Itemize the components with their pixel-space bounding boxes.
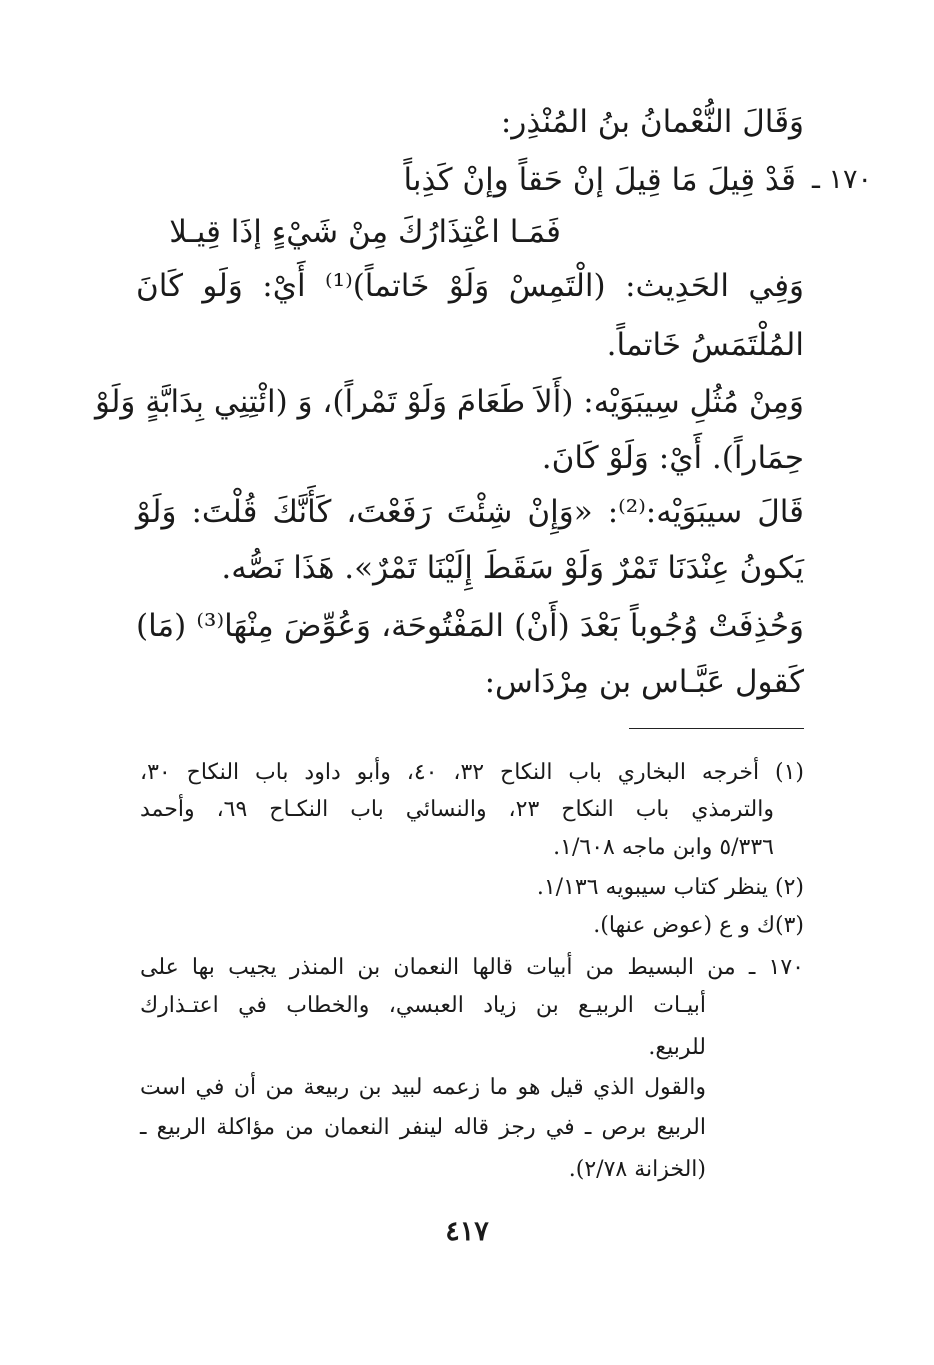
footnote-2: (٢) ينظر كتاب سيبويه ١/١٣٦.: [536, 875, 804, 900]
verse-first-hemistich: قَدْ قِيلَ مَا قِيلَ إنْ حَقاً وإنْ كَذِباً: [403, 162, 796, 198]
footnote-1-line-3: ٥/٣٣٦ وابن ماجه ١/٦٠٨.: [553, 835, 774, 860]
verse-number: ١٧٠ ـ: [811, 164, 872, 195]
paragraph-2-line-1: وَمِنْ مُثُلِ سِيبَوَيْه: (أَلاَ طَعَامَ وَلَوْ تَمْراً)، وَ (ائْتِنِي بِدَابَّةٍ وَلَوْ: [94, 384, 804, 420]
footnote-1-line-2: والترمذي باب النكاح ٢٣، والنسائي باب النكـاح ٦٩، وأحمد: [140, 797, 774, 822]
footnote-170-line-1: ١٧٠ ـ من البسيط من أبيات قالها النعمان بن المنذر يجيب بها على: [140, 955, 804, 980]
paragraph-4-line-1: وَحُذِفَتْ وُجُوباً بَعْدَ (أَنْ) المَفْتُوحَة، وَعُوِّضَ مِنْهَا⁽³⁾ (مَا): [136, 608, 804, 644]
intro-line: وَقَالَ النُّعْمانُ بنُ المُنْذِر:: [500, 104, 804, 140]
footnote-170-line-6: (الخزانة ٢/٧٨).: [568, 1157, 706, 1182]
verse-second-hemistich: فَمَـا اعْتِذَارُكَ مِنْ شَيْءٍ إذَا قِيـلا: [169, 214, 561, 250]
paragraph-1-line-1: وَفِي الحَدِيث: (الْتَمِسْ وَلَوْ خَاتماً)⁽¹⁾ أَيْ: وَلَو كَانَ: [136, 268, 804, 304]
footnote-1-line-1: (١) أخرجه البخاري باب النكاح ٣٢، ٤٠، وأبو داود باب النكاح ٣٠،: [140, 760, 804, 785]
footnote-170-line-3: للربيع.: [648, 1035, 706, 1060]
footnote-170-line-4: والقول الذي قيل هو ما زعمه لبيد بن ربيعة من أن في است: [140, 1075, 706, 1100]
footnote-170-line-2: أبيـات الربيـع بن زياد العبسي، والخطاب في اعتـذارك: [140, 993, 706, 1018]
paragraph-1-line-2: المُلْتَمَسُ خَاتماً.: [606, 327, 804, 363]
paragraph-2-line-2: حِمَاراً). أَيْ: وَلَوْ كَانَ.: [541, 440, 804, 476]
paragraph-3-line-2: يَكونُ عِنْدَنَا تَمْرٌ وَلَوْ سَقَطَ إِلَيْنَا تَمْرٌ». هَذَا نَصُّه.: [221, 550, 804, 586]
paragraph-3-line-1: قَالَ سيبَوَيْه:⁽²⁾: «وَإِنْ شِئْتَ رَفَعْتَ، كَأَنَّكَ قُلْتَ: وَلَوْ: [136, 494, 804, 530]
footnote-divider: [629, 728, 804, 729]
page-number: ٤١٧: [445, 1216, 489, 1247]
footnote-170-line-5: الربيع برص ـ في رجز قاله لينفر النعمان من مؤاكلة الربيع ـ: [140, 1115, 706, 1140]
paragraph-4-line-2: كَقول عَبَّـاس بن مِرْدَاس:: [484, 664, 804, 700]
footnote-3: (٣)ك و ع (عوض عنها).: [593, 913, 804, 938]
